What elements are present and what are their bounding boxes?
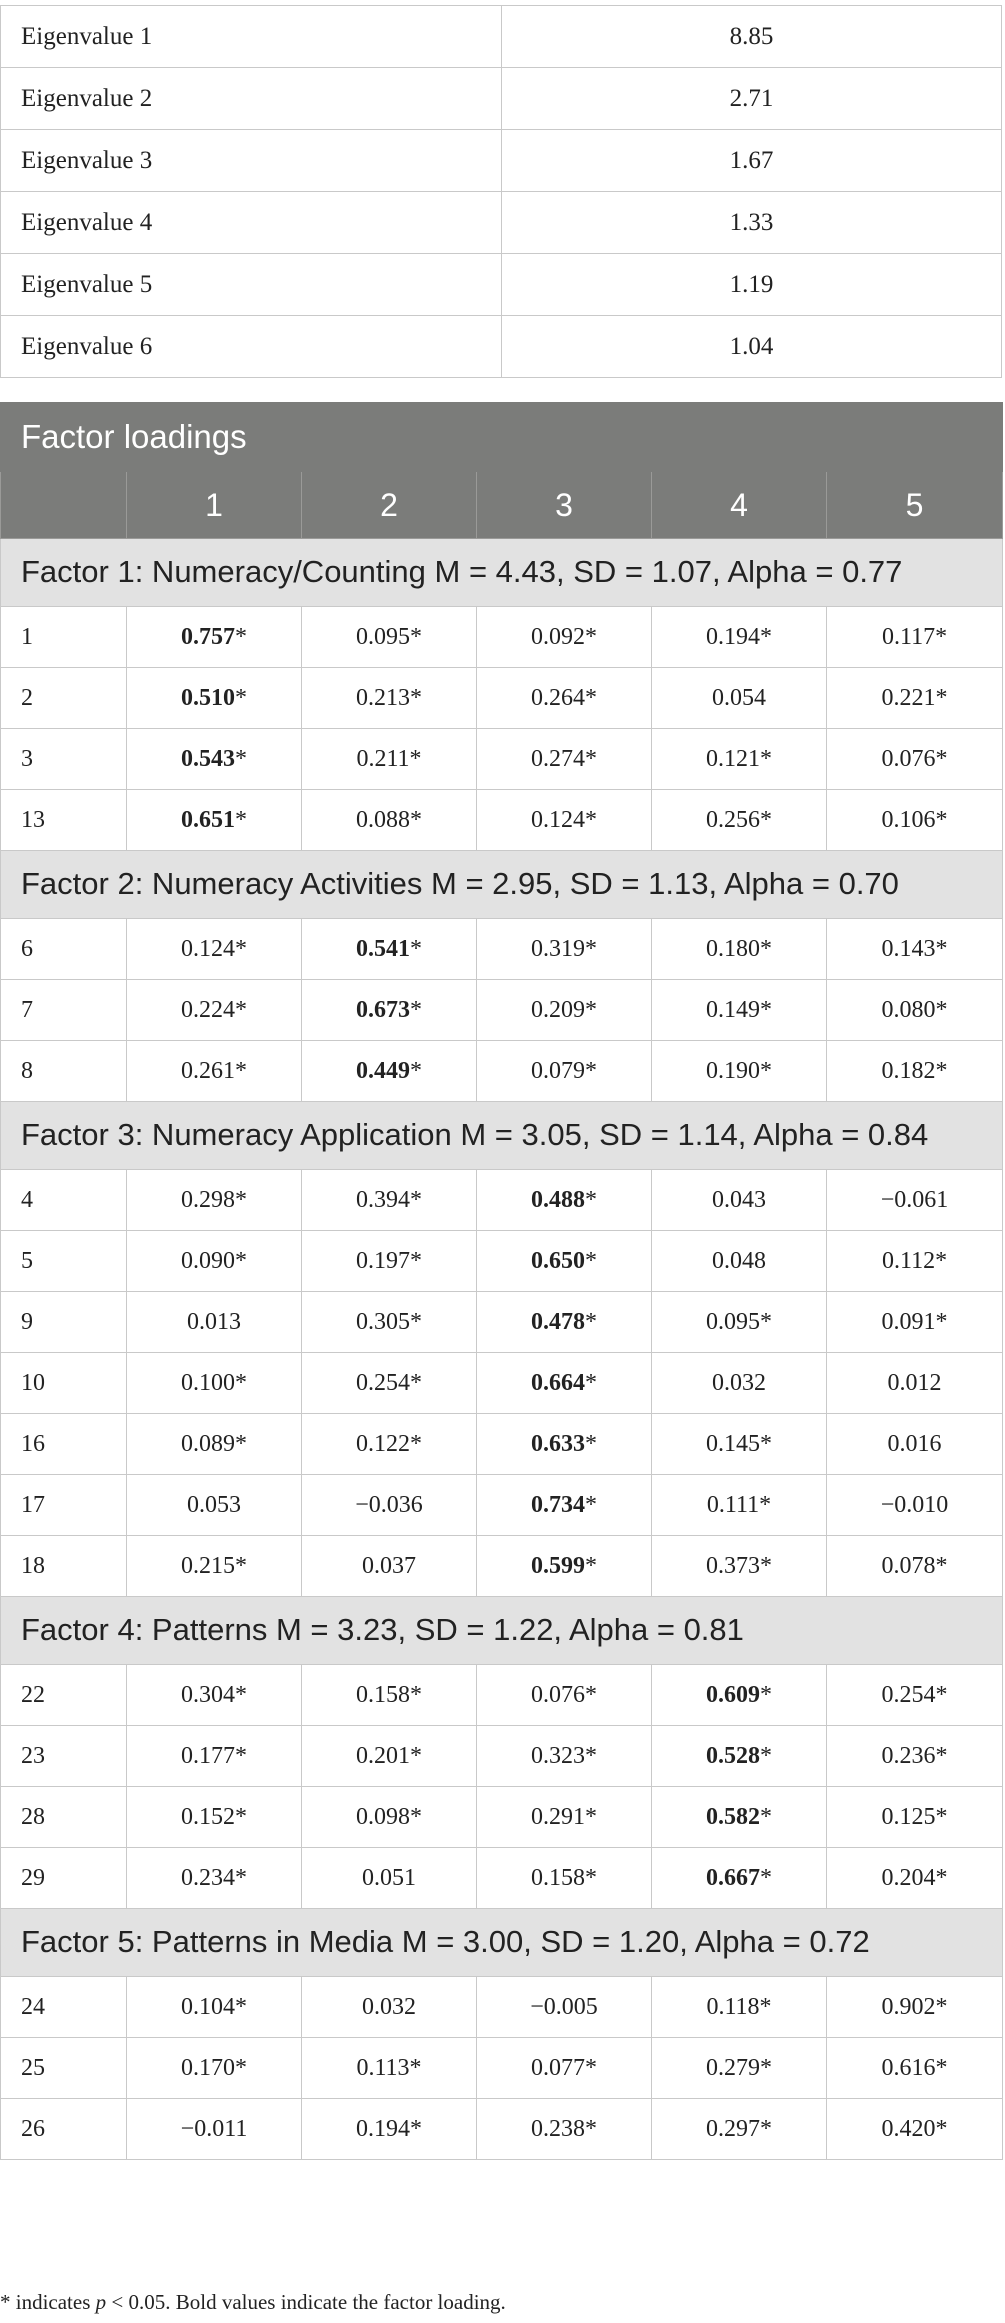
loading-cell: 0.043 (652, 1170, 827, 1231)
footnote-suffix: < 0.05. Bold values indicate the factor loading. (106, 2290, 506, 2314)
loading-cell (127, 790, 302, 851)
loading-cell: 0.319* (477, 919, 652, 980)
table-row (1, 980, 1003, 1041)
primary-loading-value: 0.734 (531, 1491, 585, 1518)
loading-cell: −0.061 (827, 1170, 1003, 1231)
loading-cell (477, 1536, 652, 1597)
eigenvalue-row (1, 130, 1002, 192)
loading-cell (477, 1292, 652, 1353)
factor-heading: Factor 2: Numeracy Activities M = 2.95, SD = 1.13, Alpha = 0.70 (1, 851, 1003, 919)
eigenvalue-row (1, 6, 1002, 68)
table-row (1, 2038, 1003, 2099)
loading-cell: 0.298* (127, 1170, 302, 1231)
loading-cell: 0.279* (652, 2038, 827, 2099)
eigenvalue-label: Eigenvalue 6 (1, 316, 502, 378)
eigenvalue-value: 1.04 (502, 316, 1002, 378)
primary-loading-value: 0.478 (531, 1308, 585, 1335)
item-number: 10 (1, 1353, 127, 1414)
loading-cell: 0.143* (827, 919, 1003, 980)
eigenvalue-row (1, 254, 1002, 316)
loading-cell: 0.124* (127, 919, 302, 980)
loading-cell: 0.238* (477, 2099, 652, 2160)
item-number: 29 (1, 1848, 127, 1909)
loading-cell: 0.256* (652, 790, 827, 851)
loading-cell (477, 1231, 652, 1292)
eigenvalue-label: Eigenvalue 2 (1, 68, 502, 130)
eigenvalue-table (0, 5, 1002, 378)
table-row (1, 1977, 1003, 2038)
table-footnote (0, 2290, 506, 2315)
item-number: 2 (1, 668, 127, 729)
loading-cell (127, 607, 302, 668)
item-number: 26 (1, 2099, 127, 2160)
loading-cell (302, 980, 477, 1041)
table-row (1, 919, 1003, 980)
significance-marker: * (585, 1430, 597, 1457)
factor-heading-row (1, 1909, 1003, 1977)
significance-marker: * (760, 1681, 772, 1708)
significance-marker: * (585, 1552, 597, 1579)
primary-loading-value: 0.664 (531, 1369, 585, 1396)
eigenvalue-value: 1.19 (502, 254, 1002, 316)
loading-cell: 0.091* (827, 1292, 1003, 1353)
loading-cell: 0.032 (302, 1977, 477, 2038)
item-number: 4 (1, 1170, 127, 1231)
loading-cell (127, 668, 302, 729)
loading-cell: 0.224* (127, 980, 302, 1041)
loading-cell: 0.197* (302, 1231, 477, 1292)
loading-cell: 0.209* (477, 980, 652, 1041)
loading-cell (652, 1726, 827, 1787)
table-row (1, 1353, 1003, 1414)
table-row (1, 1041, 1003, 1102)
factor-heading-row (1, 539, 1003, 607)
loading-cell: 0.124* (477, 790, 652, 851)
column-header: 4 (652, 472, 827, 539)
eigenvalue-label: Eigenvalue 5 (1, 254, 502, 316)
primary-loading-value: 0.599 (531, 1552, 585, 1579)
loading-cell: 0.616* (827, 2038, 1003, 2099)
loading-cell (477, 1353, 652, 1414)
loading-cell: 0.170* (127, 2038, 302, 2099)
loading-cell: 0.078* (827, 1536, 1003, 1597)
loading-cell: 0.088* (302, 790, 477, 851)
table-row (1, 1292, 1003, 1353)
loading-cell: 0.177* (127, 1726, 302, 1787)
primary-loading-value: 0.673 (356, 996, 410, 1023)
loading-cell: 0.305* (302, 1292, 477, 1353)
item-number: 25 (1, 2038, 127, 2099)
loading-cell: 0.254* (827, 1665, 1003, 1726)
factor-heading: Factor 5: Patterns in Media M = 3.00, SD = 1.20, Alpha = 0.72 (1, 1909, 1003, 1977)
item-number: 16 (1, 1414, 127, 1475)
loading-cell: 0.098* (302, 1787, 477, 1848)
loading-cell: 0.079* (477, 1041, 652, 1102)
column-header: 2 (302, 472, 477, 539)
significance-marker: * (585, 1491, 597, 1518)
loading-cell: 0.111* (652, 1475, 827, 1536)
loading-cell: 0.152* (127, 1787, 302, 1848)
table-row (1, 1848, 1003, 1909)
loading-cell: 0.158* (302, 1665, 477, 1726)
loading-cell: 0.053 (127, 1475, 302, 1536)
loading-cell: 0.182* (827, 1041, 1003, 1102)
loading-cell: 0.194* (302, 2099, 477, 2160)
table-row (1, 1231, 1003, 1292)
loading-cell (652, 1787, 827, 1848)
loading-cell: 0.117* (827, 607, 1003, 668)
eigenvalue-label: Eigenvalue 4 (1, 192, 502, 254)
column-header-row (1, 472, 1003, 539)
loading-cell (302, 919, 477, 980)
column-header-empty (1, 472, 127, 539)
table-row (1, 1665, 1003, 1726)
loading-cell: 0.254* (302, 1353, 477, 1414)
footnote-prefix: * indicates (0, 2290, 96, 2314)
loading-cell: 0.048 (652, 1231, 827, 1292)
factor-loadings-table (0, 402, 1003, 2160)
significance-marker: * (410, 935, 422, 962)
table-row (1, 1475, 1003, 1536)
loading-cell: 0.095* (652, 1292, 827, 1353)
loading-cell: 0.077* (477, 2038, 652, 2099)
table-row (1, 668, 1003, 729)
table-row (1, 729, 1003, 790)
table-row (1, 790, 1003, 851)
loading-cell: 0.118* (652, 1977, 827, 2038)
loading-cell: −0.010 (827, 1475, 1003, 1536)
loading-cell: 0.113* (302, 2038, 477, 2099)
loading-cell: 0.297* (652, 2099, 827, 2160)
primary-loading-value: 0.667 (706, 1864, 760, 1891)
factor-heading: Factor 4: Patterns M = 3.23, SD = 1.22, Alpha = 0.81 (1, 1597, 1003, 1665)
item-number: 6 (1, 919, 127, 980)
table-title-row (1, 403, 1003, 472)
loading-cell: 0.291* (477, 1787, 652, 1848)
column-header: 1 (127, 472, 302, 539)
loading-cell: 0.122* (302, 1414, 477, 1475)
table-title: Factor loadings (1, 403, 1003, 472)
item-number: 24 (1, 1977, 127, 2038)
loading-cell: 0.100* (127, 1353, 302, 1414)
table-row (1, 1536, 1003, 1597)
loading-cell: 0.051 (302, 1848, 477, 1909)
loading-cell: −0.005 (477, 1977, 652, 2038)
significance-marker: * (235, 623, 247, 650)
primary-loading-value: 0.633 (531, 1430, 585, 1457)
significance-marker: * (235, 684, 247, 711)
significance-marker: * (760, 1742, 772, 1769)
table-row (1, 2099, 1003, 2160)
loading-cell: 0.204* (827, 1848, 1003, 1909)
eigenvalue-label: Eigenvalue 1 (1, 6, 502, 68)
loading-cell: 0.106* (827, 790, 1003, 851)
eigenvalue-value: 8.85 (502, 6, 1002, 68)
primary-loading-value: 0.609 (706, 1681, 760, 1708)
loading-cell: 0.076* (477, 1665, 652, 1726)
primary-loading-value: 0.488 (531, 1186, 585, 1213)
loading-cell: 0.092* (477, 607, 652, 668)
primary-loading-value: 0.651 (181, 806, 235, 833)
loading-cell (477, 1414, 652, 1475)
loading-cell: 0.095* (302, 607, 477, 668)
loading-cell: 0.261* (127, 1041, 302, 1102)
factor-heading-row (1, 1102, 1003, 1170)
eigenvalue-label: Eigenvalue 3 (1, 130, 502, 192)
loading-cell: 0.054 (652, 668, 827, 729)
loading-cell: 0.037 (302, 1536, 477, 1597)
loading-cell: 0.274* (477, 729, 652, 790)
loading-cell: −0.011 (127, 2099, 302, 2160)
eigenvalue-row (1, 316, 1002, 378)
loading-cell: 0.215* (127, 1536, 302, 1597)
loading-cell: 0.234* (127, 1848, 302, 1909)
table-row (1, 1414, 1003, 1475)
table-row (1, 1787, 1003, 1848)
loading-cell (477, 1475, 652, 1536)
primary-loading-value: 0.449 (356, 1057, 410, 1084)
loading-cell (477, 1170, 652, 1231)
significance-marker: * (410, 1057, 422, 1084)
factor-heading-row (1, 851, 1003, 919)
loading-cell: 0.180* (652, 919, 827, 980)
loading-cell: 0.213* (302, 668, 477, 729)
loading-cell (127, 729, 302, 790)
loading-cell: 0.304* (127, 1665, 302, 1726)
loading-cell: 0.194* (652, 607, 827, 668)
item-number: 5 (1, 1231, 127, 1292)
significance-marker: * (235, 806, 247, 833)
item-number: 17 (1, 1475, 127, 1536)
loading-cell: 0.112* (827, 1231, 1003, 1292)
primary-loading-value: 0.528 (706, 1742, 760, 1769)
column-header: 5 (827, 472, 1003, 539)
significance-marker: * (585, 1369, 597, 1396)
item-number: 23 (1, 1726, 127, 1787)
loading-cell: 0.420* (827, 2099, 1003, 2160)
loading-cell (302, 1041, 477, 1102)
item-number: 9 (1, 1292, 127, 1353)
loading-cell: 0.121* (652, 729, 827, 790)
item-number: 22 (1, 1665, 127, 1726)
loading-cell: 0.076* (827, 729, 1003, 790)
footnote-p-symbol: p (95, 2290, 107, 2314)
item-number: 28 (1, 1787, 127, 1848)
eigenvalue-value: 2.71 (502, 68, 1002, 130)
item-number: 3 (1, 729, 127, 790)
loading-cell: 0.089* (127, 1414, 302, 1475)
significance-marker: * (760, 1864, 772, 1891)
loading-cell: 0.104* (127, 1977, 302, 2038)
loading-cell: 0.158* (477, 1848, 652, 1909)
loading-cell: 0.080* (827, 980, 1003, 1041)
item-number: 13 (1, 790, 127, 851)
significance-marker: * (410, 996, 422, 1023)
table-row (1, 1726, 1003, 1787)
eigenvalue-value: 1.33 (502, 192, 1002, 254)
significance-marker: * (760, 1803, 772, 1830)
loading-cell: 0.032 (652, 1353, 827, 1414)
loading-cell: 0.190* (652, 1041, 827, 1102)
loading-cell: 0.373* (652, 1536, 827, 1597)
factor-heading-row (1, 1597, 1003, 1665)
primary-loading-value: 0.510 (181, 684, 235, 711)
loading-cell (652, 1665, 827, 1726)
table-row (1, 1170, 1003, 1231)
significance-marker: * (585, 1308, 597, 1335)
loading-cell: 0.201* (302, 1726, 477, 1787)
item-number: 8 (1, 1041, 127, 1102)
loading-cell: −0.036 (302, 1475, 477, 1536)
significance-marker: * (585, 1186, 597, 1213)
loading-cell: 0.016 (827, 1414, 1003, 1475)
item-number: 1 (1, 607, 127, 668)
loading-cell: 0.145* (652, 1414, 827, 1475)
significance-marker: * (585, 1247, 597, 1274)
loading-cell: 0.323* (477, 1726, 652, 1787)
table-row (1, 607, 1003, 668)
column-header: 3 (477, 472, 652, 539)
factor-heading: Factor 1: Numeracy/Counting M = 4.43, SD = 1.07, Alpha = 0.77 (1, 539, 1003, 607)
primary-loading-value: 0.650 (531, 1247, 585, 1274)
loading-cell: 0.125* (827, 1787, 1003, 1848)
primary-loading-value: 0.757 (181, 623, 235, 650)
loading-cell: 0.012 (827, 1353, 1003, 1414)
eigenvalue-row (1, 68, 1002, 130)
eigenvalue-row (1, 192, 1002, 254)
loading-cell: 0.013 (127, 1292, 302, 1353)
loading-cell: 0.221* (827, 668, 1003, 729)
item-number: 18 (1, 1536, 127, 1597)
loading-cell: 0.264* (477, 668, 652, 729)
loading-cell: 0.236* (827, 1726, 1003, 1787)
loading-cell: 0.149* (652, 980, 827, 1041)
primary-loading-value: 0.582 (706, 1803, 760, 1830)
loading-cell: 0.090* (127, 1231, 302, 1292)
loading-cell: 0.902* (827, 1977, 1003, 2038)
primary-loading-value: 0.543 (181, 745, 235, 772)
item-number: 7 (1, 980, 127, 1041)
significance-marker: * (235, 745, 247, 772)
eigenvalue-value: 1.67 (502, 130, 1002, 192)
loading-cell: 0.211* (302, 729, 477, 790)
loading-cell: 0.394* (302, 1170, 477, 1231)
primary-loading-value: 0.541 (356, 935, 410, 962)
factor-heading: Factor 3: Numeracy Application M = 3.05, SD = 1.14, Alpha = 0.84 (1, 1102, 1003, 1170)
loading-cell (652, 1848, 827, 1909)
